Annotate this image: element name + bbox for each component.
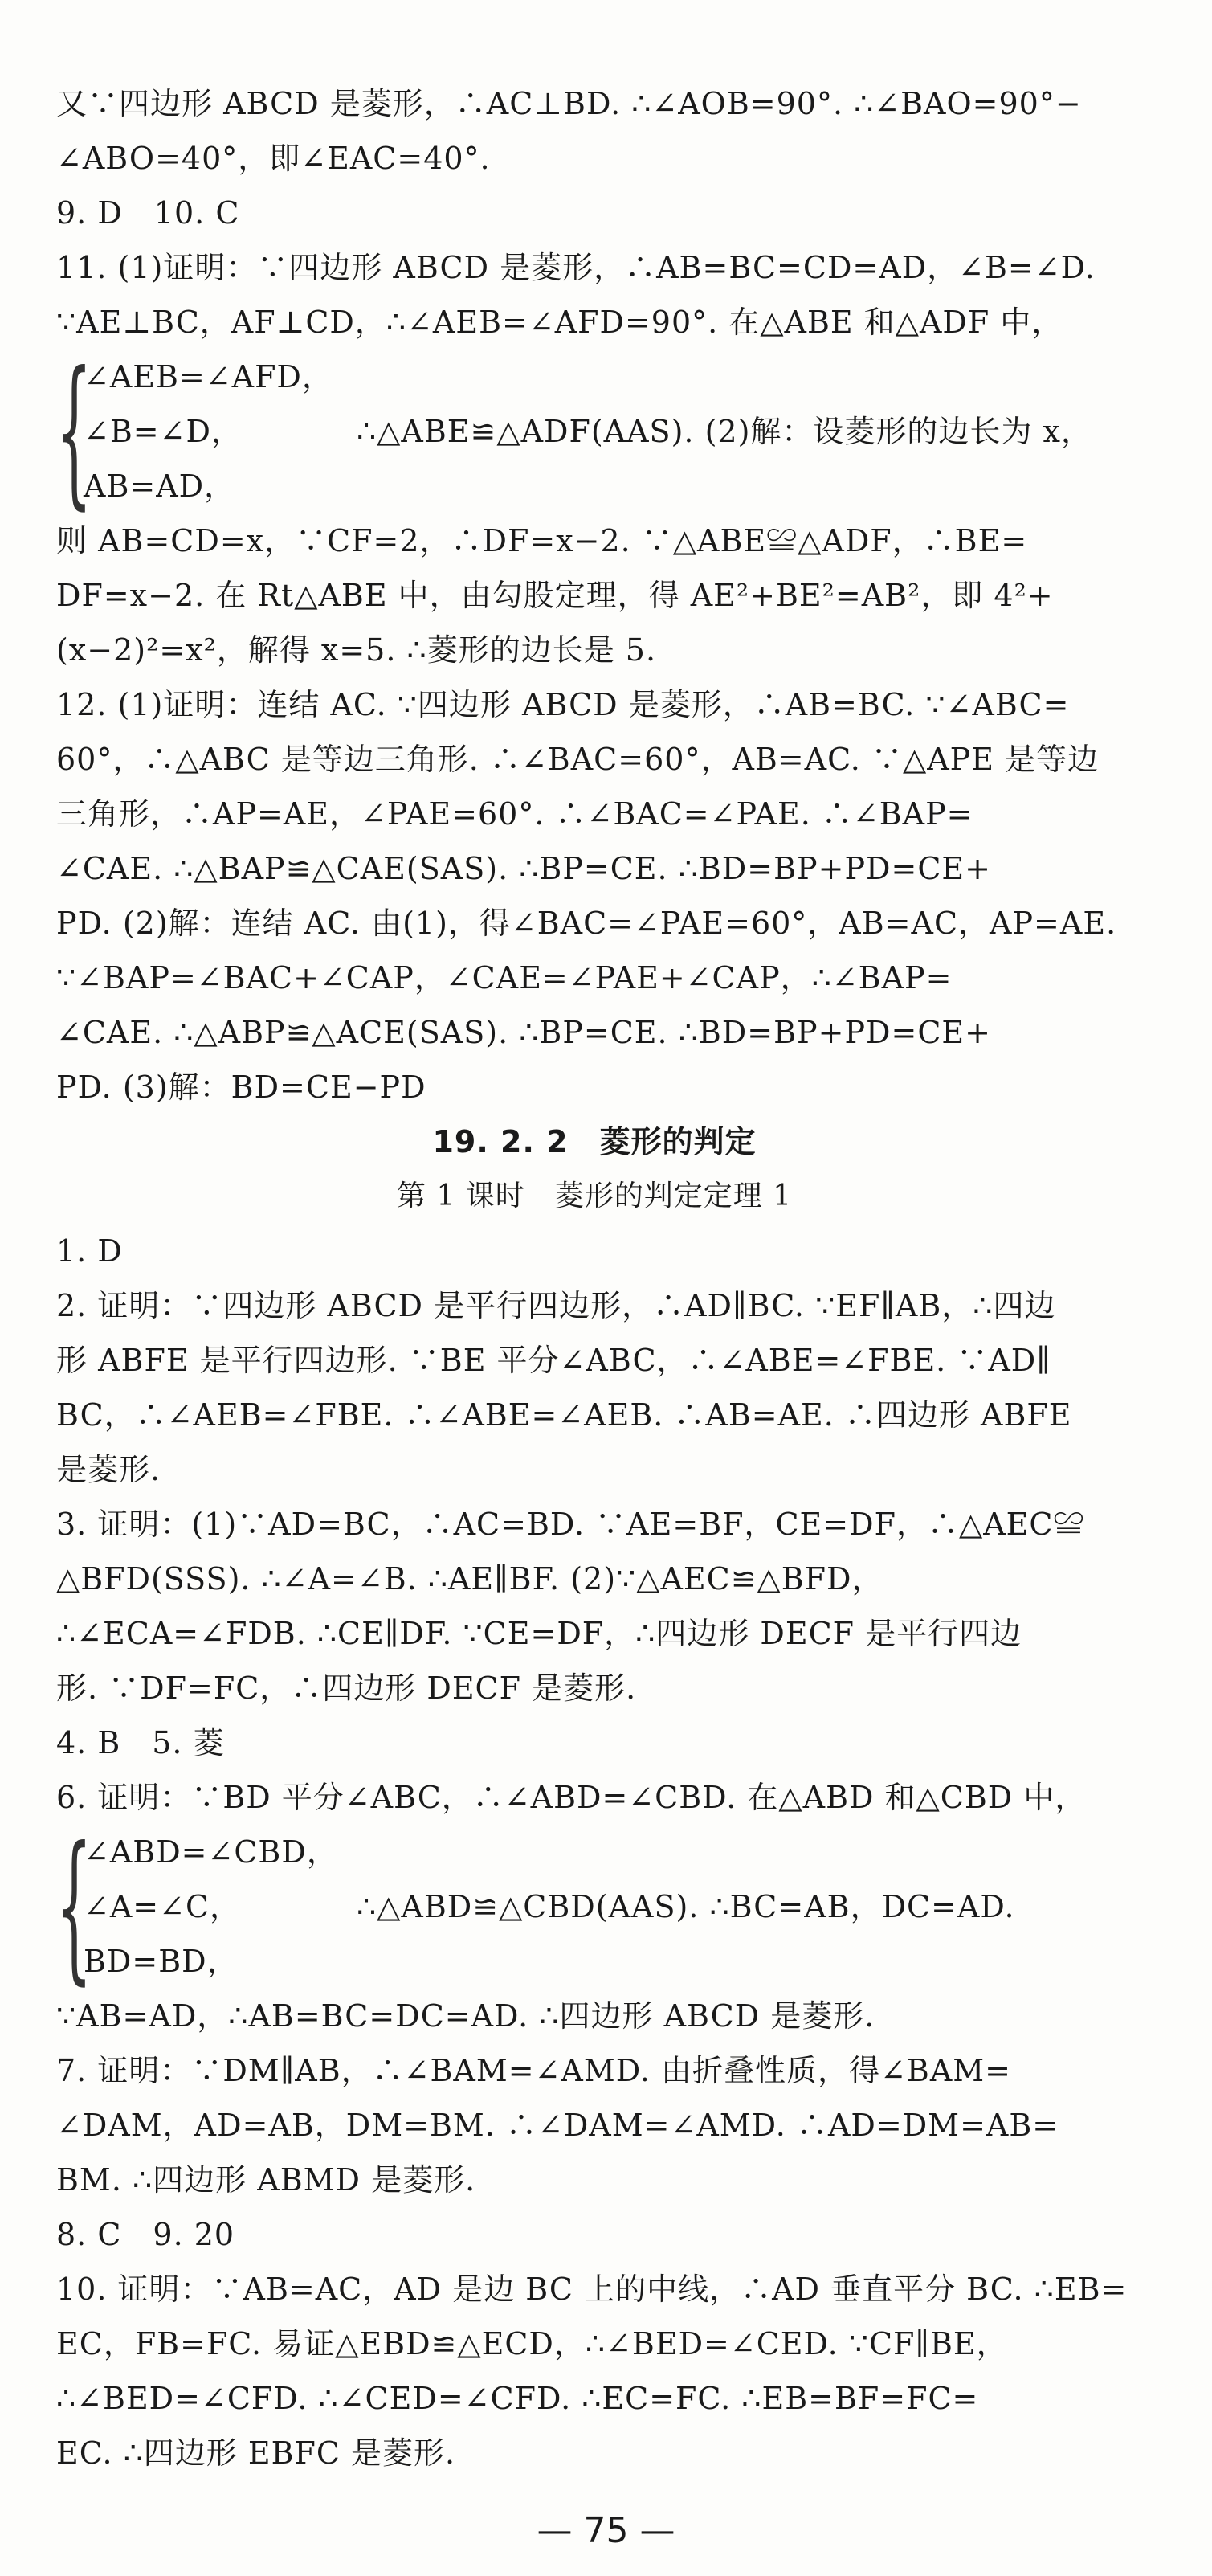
equation-system-2 [56, 1813, 1132, 2000]
text-line: (x−2)²=x²，解得 x=5. ∴菱形的边长是 5. [56, 632, 657, 668]
condition-line: ∠A=∠C， [84, 1889, 242, 1924]
answer-block-mid1 [56, 513, 1132, 1114]
text-line: ∵AE⊥BC，AF⊥CD，∴∠AEB=∠AFD=90°. 在△ABE 和△ADF 中， [56, 305, 1063, 340]
text-line: 9. D 10. C [56, 195, 240, 231]
text-line: ∵AB=AD，∴AB=BC=DC=AD. ∴四边形 ABCD 是菱形. [56, 1998, 875, 2034]
text-line: BM. ∴四边形 ABMD 是菱形. [56, 2162, 476, 2198]
answer-block-top [56, 76, 1132, 350]
text-line: EC，FB=FC. 易证△EBD≌△ECD，∴∠BED=∠CED. ∵CF∥BE， [56, 2326, 1008, 2361]
text-line: 7. 证明：∵DM∥AB，∴∠BAM=∠AMD. 由折叠性质，得∠BAM= [56, 2053, 1012, 2088]
text-line: 11. (1)证明：∵四边形 ABCD 是菱形，∴AB=BC=CD=AD，∠B=∠D. [56, 250, 1096, 285]
text-line: EC. ∴四边形 EBFC 是菱形. [56, 2435, 456, 2471]
condition-line: ∠B=∠D， [84, 414, 243, 449]
text-line: ∵∠BAP=∠BAC+∠CAP，∠CAE=∠PAE+∠CAP，∴∠BAP= [56, 960, 953, 996]
equation-system-1 [56, 337, 1132, 525]
text-line: △BFD(SSS). ∴∠A=∠B. ∴AE∥BF. (2)∵△AEC≌△BFD， [56, 1561, 883, 1597]
page-number: — 75 — [537, 2510, 675, 2551]
text-line: 又∵四边形 ABCD 是菱形，∴AC⊥BD. ∴∠AOB=90°. ∴∠BAO=90°− [56, 86, 1082, 121]
section-title: 19. 2. 2 菱形的判定 [432, 1124, 757, 1159]
system-conditions [84, 1825, 357, 1989]
text-line: 2. 证明：∵四边形 ABCD 是平行四边形，∴AD∥BC. ∵EF∥AB，∴四边 [56, 1288, 1056, 1323]
text-line: ∠CAE. ∴△BAP≌△CAE(SAS). ∴BP=CE. ∴BD=BP+PD=CE+ [56, 851, 991, 886]
text-line: 是菱形. [56, 1452, 161, 1487]
text-line: 1. D [56, 1233, 123, 1269]
text-line: 形 ABFE 是平行四边形. ∵BE 平分∠ABC，∴∠ABE=∠FBE. ∵AD∥ [56, 1343, 1051, 1378]
text-line: 形. ∵DF=FC，∴四边形 DECF 是菱形. [56, 1670, 637, 1706]
text-line: ∴∠BED=∠CFD. ∴∠CED=∠CFD. ∴EC=FC. ∴EB=BF=FC= [56, 2381, 979, 2416]
text-line: 8. C 9. 20 [56, 2217, 235, 2252]
text-line: 6. 证明：∵BD 平分∠ABC，∴∠ABD=∠CBD. 在△ABD 和△CBD 中， [56, 1780, 1087, 1815]
text-line: PD. (3)解：BD=CE−PD [56, 1069, 426, 1105]
text-line: ∠CAE. ∴△ABP≌△ACE(SAS). ∴BP=CE. ∴BD=BP+PD=CE+ [56, 1015, 991, 1050]
text-line: 60°，∴△ABC 是等边三角形. ∴∠BAC=60°，AB=AC. ∵△APE 是等边 [56, 742, 1100, 777]
lesson-subtitle: 第 1 课时 菱形的判定定理 1 [396, 1180, 793, 1212]
text-line: 10. 证明：∵AB=AC，AD 是边 BC 上的中线，∴AD 垂直平分 BC. ∴EB= [56, 2271, 1128, 2307]
text-line: 4. B 5. 菱 [56, 1725, 225, 1760]
answer-block-mid2 [56, 1224, 1132, 1825]
text-line: 三角形，∴AP=AE，∠PAE=60°. ∴∠BAC=∠PAE. ∴∠BAP= [56, 796, 973, 832]
system-result: ∴△ABE≌△ADF(AAS). (2)解：设菱形的边长为 x， [357, 414, 1092, 449]
condition-line: BD=BD， [84, 1944, 239, 1979]
system-result: ∴△ABD≌△CBD(AAS). ∴BC=AB，DC=AD. [357, 1889, 1015, 1924]
condition-line: AB=AD， [84, 468, 236, 504]
system-conditions [84, 350, 357, 513]
text-line: PD. (2)解：连结 AC. 由(1)，得∠BAC=∠PAE=60°，AB=AC，AP=AE. [56, 906, 1117, 941]
answer-block-bottom [56, 1989, 1132, 2480]
text-line: BC，∴∠AEB=∠FBE. ∴∠ABE=∠AEB. ∴AB=AE. ∴四边形 ABFE [56, 1397, 1072, 1433]
left-brace-icon: { [56, 1813, 92, 2000]
text-line: ∠ABO=40°，即∠EAC=40°. [56, 141, 491, 176]
text-line: 3. 证明：(1)∵AD=BC，∴AC=BD. ∵AE=BF，CE=DF，∴△AEC≌ [56, 1507, 1085, 1542]
condition-line: ∠ABD=∠CBD， [84, 1834, 338, 1870]
condition-line: ∠AEB=∠AFD， [84, 359, 333, 395]
text-line: 则 AB=CD=x，∵CF=2，∴DF=x−2. ∵△ABE≌△ADF，∴BE= [56, 523, 1028, 558]
left-brace-icon: { [56, 337, 92, 525]
text-line: ∠DAM，AD=AB，DM=BM. ∴∠DAM=∠AMD. ∴AD=DM=AB= [56, 2108, 1059, 2143]
text-line: DF=x−2. 在 Rt△ABE 中，由勾股定理，得 AE²+BE²=AB²，即 4²+ [56, 578, 1054, 613]
text-line: ∴∠ECA=∠FDB. ∴CE∥DF. ∵CE=DF，∴四边形 DECF 是平行四边 [56, 1616, 1022, 1651]
text-line: 12. (1)证明：连结 AC. ∵四边形 ABCD 是菱形，∴AB=BC. ∵∠ABC= [56, 687, 1070, 722]
answer-content [56, 76, 1132, 2480]
